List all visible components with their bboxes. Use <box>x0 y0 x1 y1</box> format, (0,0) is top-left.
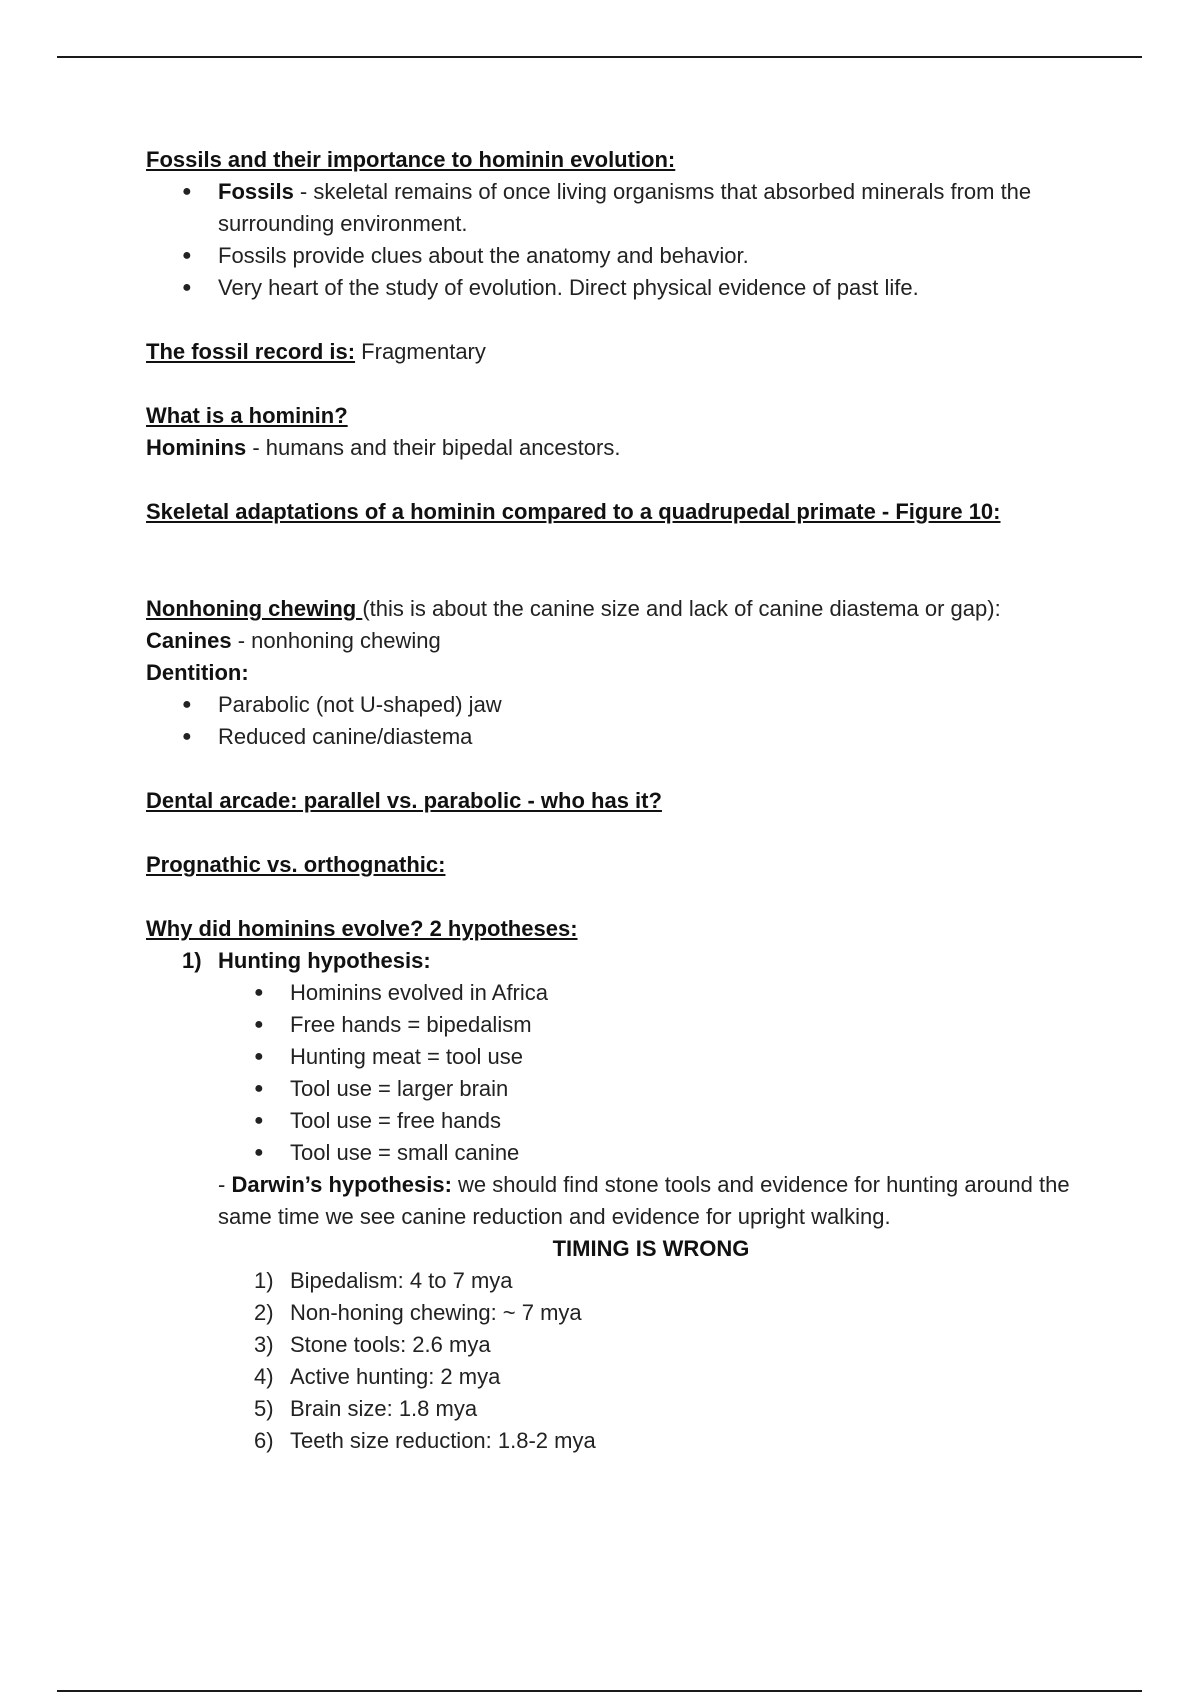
hypothesis-list <box>146 945 1096 977</box>
list-item: 2) Non-honing chewing: ~ 7 mya <box>254 1300 582 1325</box>
top-rule <box>57 56 1142 58</box>
list-item: ● Tool use = free hands <box>254 1108 501 1133</box>
list-item: ● Tool use = small canine <box>254 1140 520 1165</box>
list-item: ● Reduced canine/diastema <box>182 724 473 749</box>
hunting-list <box>146 977 1096 1169</box>
list-item: ● Hominins evolved in Africa <box>254 980 549 1005</box>
list-item: 1) Bipedalism: 4 to 7 mya <box>254 1268 513 1293</box>
list-item: 6) Teeth size reduction: 1.8-2 mya <box>254 1428 596 1453</box>
why-heading: Why did hominins evolve? 2 hypotheses: <box>146 916 578 941</box>
darwin-hypothesis: - Darwin’s hypothesis: we should find stone tools and evidence for hunting around the same time we see canine reduction and evidence for upright walking. <box>218 1172 1070 1229</box>
fossil-record-line: The fossil record is: Fragmentary <box>146 339 486 364</box>
canines-definition: Canines - nonhoning chewing <box>146 628 441 653</box>
nonhoning-heading: Nonhoning chewing (this is about the canine size and lack of canine diastema or gap): <box>146 596 1001 621</box>
prognathic-heading: Prognathic vs. orthognathic: <box>146 852 446 877</box>
list-item: ● Tool use = larger brain <box>254 1076 509 1101</box>
bottom-rule <box>57 1690 1142 1692</box>
hominin-heading: What is a hominin? <box>146 403 348 428</box>
skeletal-heading: Skeletal adaptations of a hominin compared to a quadrupedal primate - Figure 10: <box>146 499 1001 524</box>
list-item: ● Hunting meat = tool use <box>254 1044 523 1069</box>
dentition-label: Dentition: <box>146 660 249 685</box>
list-item: ● Very heart of the study of evolution. Direct physical evidence of past life. <box>182 275 919 300</box>
list-item: 4) Active hunting: 2 mya <box>254 1364 501 1389</box>
timeline-list <box>146 1265 1096 1457</box>
dental-arcade-heading: Dental arcade: parallel vs. parabolic - who has it? <box>146 788 662 813</box>
list-item: ● Parabolic (not U-shaped) jaw <box>182 692 502 717</box>
list-item: 1) Hunting hypothesis: <box>182 948 431 973</box>
timing-note: TIMING IS WRONG <box>552 1236 750 1261</box>
list-item: 5) Brain size: 1.8 mya <box>254 1396 478 1421</box>
fossils-list <box>146 176 1096 304</box>
list-item: ● Fossils - skeletal remains of once living organisms that absorbed minerals from the surrounding environment. <box>182 179 1032 236</box>
hominin-definition: Hominins - humans and their bipedal ancestors. <box>146 435 621 460</box>
document-body <box>146 144 1096 1457</box>
dentition-list <box>146 689 1096 753</box>
list-item: ● Free hands = bipedalism <box>254 1012 532 1037</box>
list-item: 3) Stone tools: 2.6 mya <box>254 1332 491 1357</box>
list-item: ● Fossils provide clues about the anatomy and behavior. <box>182 243 749 268</box>
fossils-heading: Fossils and their importance to hominin evolution: <box>146 147 676 172</box>
